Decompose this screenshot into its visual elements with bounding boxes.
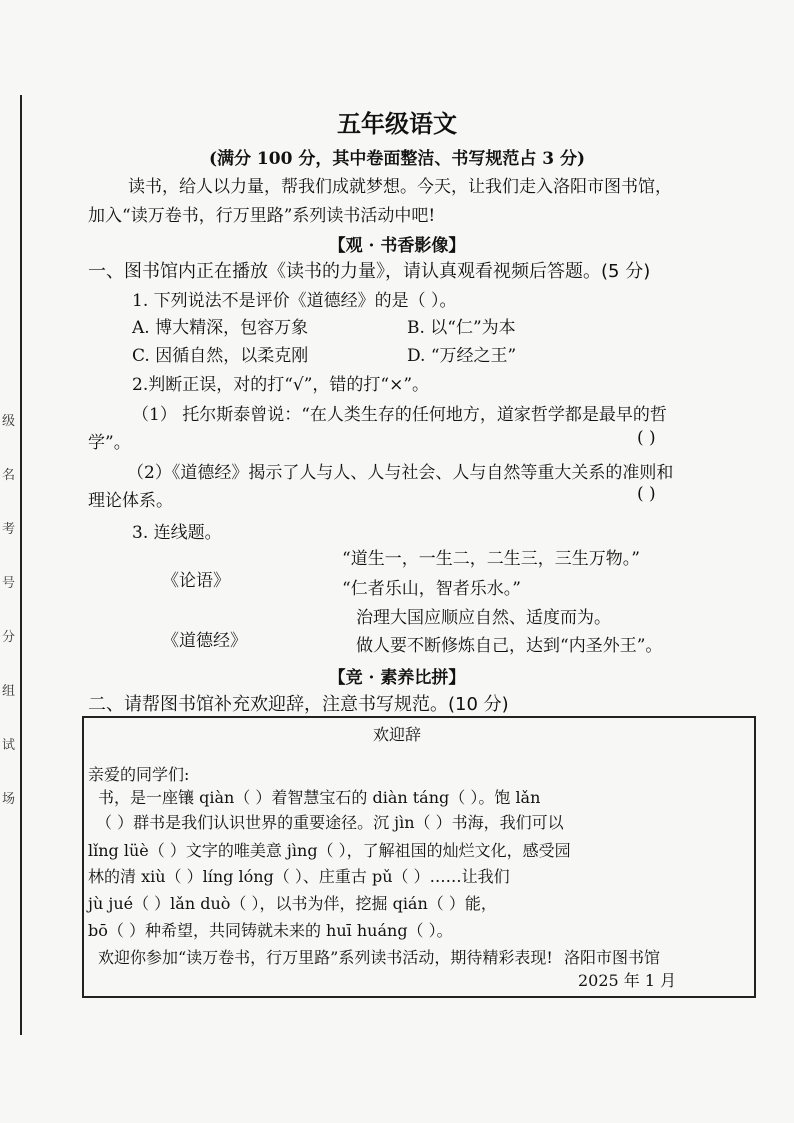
speech-line: 欢迎你参加“读万卷书，行万里路”系列读书活动，期待精彩表现! <box>98 948 553 967</box>
speech-signature: 洛阳市图书馆 <box>564 948 661 967</box>
q1-1-option-b: B. 以“仁”为本 <box>407 318 516 338</box>
q1-2-item-1-cont: 学”。 <box>88 433 131 453</box>
match-right-1: “道生一，一生二，二生三，三生万物。” <box>342 549 640 569</box>
q1-1-option-a: A. 博大精深，包容万象 <box>132 318 309 338</box>
speech-line: jù jué（ ）lǎn duò（ ），以书为伴，挖掘 qián（ ）能， <box>88 894 497 913</box>
q1-2-item-2-cont: 理论体系。 <box>88 491 173 511</box>
q1-1-option-c: C. 因循自然，以柔克刚 <box>132 346 309 366</box>
speech-line: 林的清 xiù（ ）líng lóng（ ）、庄重古 pǔ（ ）……让我们 <box>88 867 510 886</box>
q1-1-option-d: D. “万经之王” <box>407 346 517 366</box>
match-left-1: 《论语》 <box>162 571 230 591</box>
page-title: 五年级语文 <box>337 109 457 138</box>
question-2-heading: 二、请帮图书馆补充欢迎辞，注意书写规范。(10 分) <box>88 694 509 715</box>
speech-line: 亲爱的同学们: <box>88 765 190 784</box>
intro-line-1: 读书，给人以力量，帮我们成就梦想。今天，让我们走入洛阳市图书馆， <box>128 177 672 197</box>
q1-1-stem: 1. 下列说法不是评价《道德经》的是（ ）。 <box>132 291 457 311</box>
match-left-2: 《道德经》 <box>162 631 247 651</box>
match-right-3: 治理大国应顺应自然、适度而为。 <box>356 608 611 628</box>
section-1-header: 【观 · 书香影像】 <box>328 236 466 256</box>
q1-3-stem: 3. 连线题。 <box>132 523 222 543</box>
match-right-4: 做人要不断修炼自己，达到“内圣外王”。 <box>356 636 663 656</box>
welcome-speech-title: 欢迎辞 <box>372 725 421 744</box>
speech-line: bō（ ）种希望，共同铸就未来的 huī huáng（ ）。 <box>88 921 453 940</box>
q1-2-item-1: （1） 托尔斯泰曾说：“在人类生存的任何地方，道家哲学都是最早的哲 <box>132 405 667 425</box>
q1-2-stem: 2.判断正误，对的打“√”，错的打“×”。 <box>132 375 430 395</box>
speech-line: lǐng lüè（ ）文字的唯美意 jìng（ ），了解祖国的灿烂文化，感受园 <box>88 841 571 860</box>
q1-2-item-2: （2）《道德经》揭示了人与人、人与社会、人与自然等重大关系的准则和 <box>127 463 674 483</box>
binding-margin-text: 级 名 考 号 分 组 试 场 <box>2 414 16 807</box>
question-1-heading: 一、图书馆内正在播放《读书的力量》，请认真观看视频后答题。(5 分) <box>88 261 651 282</box>
score-note: (满分 100 分，其中卷面整洁、书写规范占 3 分) <box>208 149 586 169</box>
speech-line: 书，是一座镶 qiàn（ ）着智慧宝石的 diàn táng（ ）。饱 lǎn <box>98 788 541 807</box>
answer-paren-2: ( ) <box>637 484 656 504</box>
section-2-header: 【竞 · 素养比拼】 <box>328 668 466 688</box>
answer-paren-1: ( ) <box>637 428 656 448</box>
match-right-2: “仁者乐山，智者乐水。” <box>342 579 521 599</box>
intro-line-2: 加入“读万卷书，行万里路”系列读书活动中吧! <box>88 206 436 226</box>
speech-line: （ ）群书是我们认识世界的重要途径。沉 jìn（ ）书海，我们可以 <box>96 813 564 832</box>
speech-date: 2025 年 1 月 <box>578 971 677 990</box>
